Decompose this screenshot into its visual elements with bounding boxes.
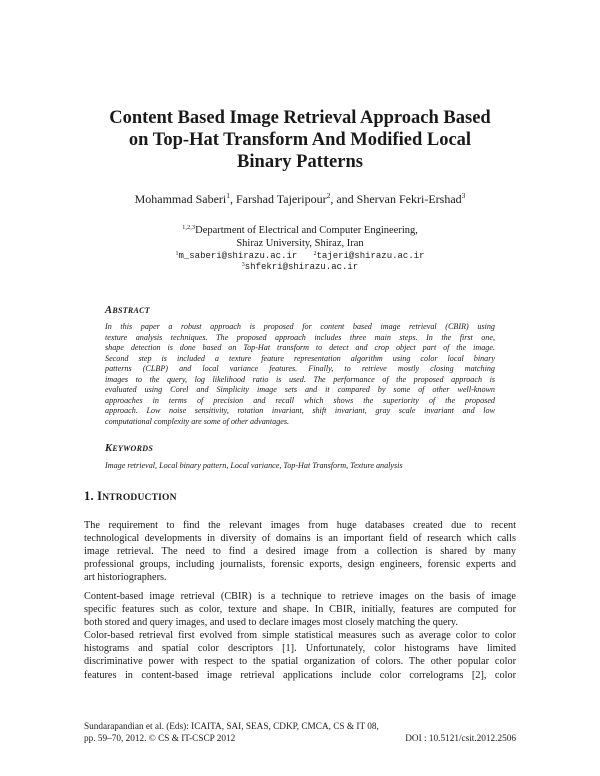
author-name: Mohammad Saberi: [134, 192, 227, 206]
paragraph-line: The requirement to find the relevant images from huge databases created due to recent: [84, 520, 516, 531]
paragraph-line: discriminative power with respect to the spatial organization of colors. The other popular color: [84, 656, 516, 668]
email-address: tajeri@shirazu.ac.ir: [316, 251, 425, 261]
paper-title: [84, 107, 516, 173]
author-name: Farshad Tajeripour: [236, 192, 327, 206]
paragraph-line: histograms and spatial color descriptors [1]. Unfortunately, color histograms have limited: [84, 643, 516, 655]
email-address: shfekri@shirazu.ac.ir: [244, 262, 359, 272]
section-heading-introduction: 1. INTRODUCTION: [84, 489, 177, 503]
page-footer: [84, 722, 516, 745]
affiliation: [0, 224, 600, 250]
email-sup: 2: [313, 251, 317, 257]
abstract-heading: ABSTRACT: [105, 305, 150, 316]
footer-citation: Sundarapandian et al. (Eds): ICAITA, SAI, SEAS, CDKP, CMCA, CS & IT 08,: [84, 722, 379, 732]
abstract-line: Second step is included a texture feature representation algorithm using color local binary: [105, 353, 495, 363]
paragraph-line: both stored and query images, and used to declare images most closely matching the query.: [84, 617, 458, 629]
paragraph-line: art historiographers.: [84, 572, 167, 584]
paragraph-line: specific features such as color, texture and shape. In CBIR, initially, features are computed for: [84, 604, 516, 616]
paragraph-line: Color-based retrieval first evolved from simple statistical measures such as average color to color: [84, 630, 516, 642]
intro-paragraph-2: [84, 590, 516, 682]
abstract-line: shape detection is done based on Top-Hat transform to detect and crop object part of the image.: [105, 343, 495, 353]
author-separator: , and: [330, 192, 357, 206]
affiliation-univ: Shiraz University, Shiraz, Iran: [236, 238, 364, 249]
footer-pages: pp. 59–70, 2012. © CS & IT-CSCP 2012: [84, 733, 236, 744]
intro-paragraph-1: [84, 519, 516, 584]
title-line: Content Based Image Retrieval Approach Based: [109, 108, 491, 128]
abstract-line: computational complexity are some of other advantages.: [105, 416, 290, 426]
affiliation-sup: 1,2,3: [182, 224, 196, 231]
email-sup: 1: [175, 251, 179, 257]
abstract-line: approaches in terms of precision and recall which shows the superiority of the proposed: [105, 395, 495, 405]
keywords-heading: KEYWORDS: [105, 443, 154, 454]
author-separator: ,: [230, 192, 236, 206]
author-sup: 2: [326, 191, 331, 200]
title-line: Binary Patterns: [237, 152, 363, 172]
author-name: Shervan Fekri-Ershad: [356, 192, 462, 206]
paragraph-line: features in content-based image retrieval applications include color correlograms [2], color: [84, 669, 516, 681]
email-address: m_saberi@shirazu.ac.ir: [178, 251, 298, 261]
abstract-line: texture analysis techniques. The proposed approach includes three main steps. In the first one,: [105, 332, 495, 342]
abstract-body: [105, 322, 495, 427]
paragraph-line: professional groups, including journalists, forensic exports, design engineers, forensic experts and: [84, 559, 516, 571]
paragraph-line: image retrieval. The need to find a desired image from a collection is shared by many: [84, 546, 516, 558]
footer-doi: DOI : 10.5121/csit.2012.2506: [405, 733, 516, 744]
paragraph-line: technological developments in diversity of domains is an important field of research which calls: [84, 533, 516, 545]
abstract-line: images to the query, log likelihood ratio is used. The performance of the proposed approach is: [105, 374, 495, 384]
paragraph-line: Content-based image retrieval (CBIR) is a technique to retrieve images on the basis of image: [84, 591, 516, 602]
keywords-list: Image retrieval, Local binary pattern, Local variance, Top-Hat Transform, Texture analysis: [105, 461, 403, 470]
author-sup: 3: [461, 191, 466, 200]
abstract-line: In this paper a robust approach is proposed for content based image retrieval (CBIR) using: [105, 322, 495, 331]
abstract-line: evaluated using Corel and Simplicity image sets and it compared by some of other well-known: [105, 385, 495, 395]
affiliation-dept: Department of Electrical and Computer Engineering,: [195, 225, 418, 236]
abstract-line: approach. Low noise sensitivity, rotation invariant, shift invariant, gray scale invariant and low: [105, 406, 495, 416]
title-line: on Top-Hat Transform And Modified Local: [128, 130, 472, 150]
author-list: [0, 192, 600, 206]
author-sup: 1: [226, 191, 230, 200]
abstract-line: patterns (CLBP) and local variance features. Finally, to retrieve mostly closing matching: [105, 364, 495, 374]
email-sup: 3: [241, 262, 245, 268]
email-block: [0, 251, 600, 273]
